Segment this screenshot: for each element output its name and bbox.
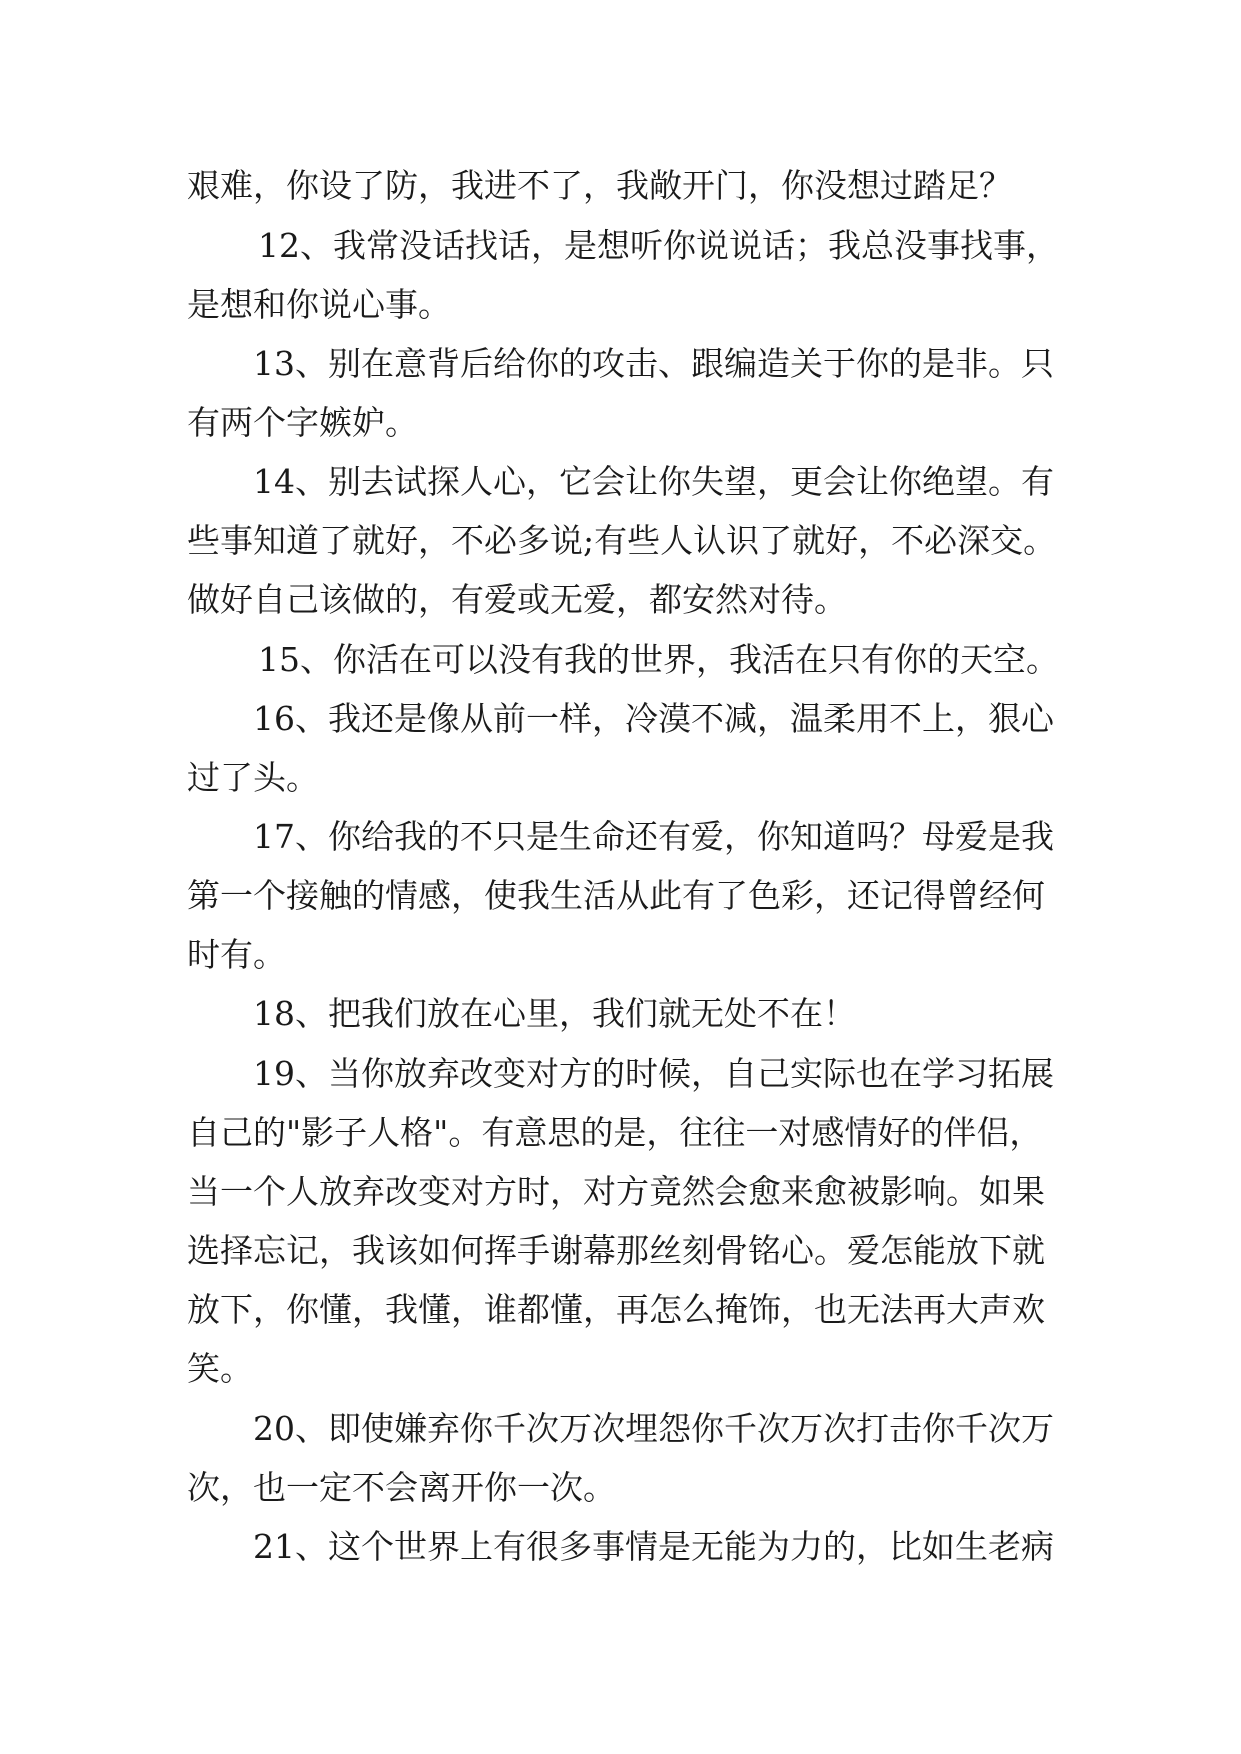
text-line: 20、即使嫌弃你千次万次埋怨你千次万次打击你千次万 <box>253 1409 1054 1448</box>
text-line: 12、我常没话找话，是想听你说说话；我总没事找事， <box>258 226 1059 265</box>
text-line: 时有。 <box>187 935 286 974</box>
text-line: 放下，你懂，我懂，谁都懂，再怎么掩饰，也无法再大声欢 <box>187 1290 1045 1329</box>
text-line: 笑。 <box>187 1349 253 1388</box>
text-line: 13、别在意背后给你的攻击、跟编造关于你的是非。只 <box>253 344 1054 383</box>
text-line: 过了头。 <box>187 758 319 797</box>
text-line: 16、我还是像从前一样，冷漠不减，温柔用不上，狠心 <box>253 699 1054 738</box>
text-line: 自己的"影子人格"。有意思的是，往往一对感情好的伴侣， <box>187 1113 1043 1152</box>
text-line: 次，也一定不会离开你一次。 <box>187 1468 616 1507</box>
text-line: 第一个接触的情感，使我生活从此有了色彩，还记得曾经何 <box>187 876 1045 915</box>
text-line: 是想和你说心事。 <box>187 285 451 324</box>
text-line: 些事知道了就好，不必多说;有些人认识了就好，不必深交。 <box>187 521 1057 560</box>
text-line: 艰难，你设了防，我进不了，我敞开门，你没想过踏足？ <box>187 166 1012 205</box>
text-line: 17、你给我的不只是生命还有爱，你知道吗？母爱是我 <box>253 817 1054 856</box>
text-line: 14、别去试探人心，它会让你失望，更会让你绝望。有 <box>253 462 1054 501</box>
text-line: 19、当你放弃改变对方的时候，自己实际也在学习拓展 <box>253 1054 1054 1093</box>
text-line: 当一个人放弃改变对方时，对方竟然会愈来愈被影响。如果 <box>187 1172 1045 1211</box>
text-line: 15、你活在可以没有我的世界，我活在只有你的天空。 <box>258 640 1059 679</box>
text-line: 有两个字嫉妒。 <box>187 403 418 442</box>
text-line: 21、这个世界上有很多事情是无能为力的，比如生老病 <box>253 1527 1054 1566</box>
text-line: 18、把我们放在心里，我们就无处不在！ <box>253 994 856 1033</box>
text-line: 选择忘记，我该如何挥手谢幕那丝刻骨铭心。爱怎能放下就 <box>187 1231 1045 1270</box>
text-line: 做好自己该做的，有爱或无爱，都安然对待。 <box>187 580 847 619</box>
